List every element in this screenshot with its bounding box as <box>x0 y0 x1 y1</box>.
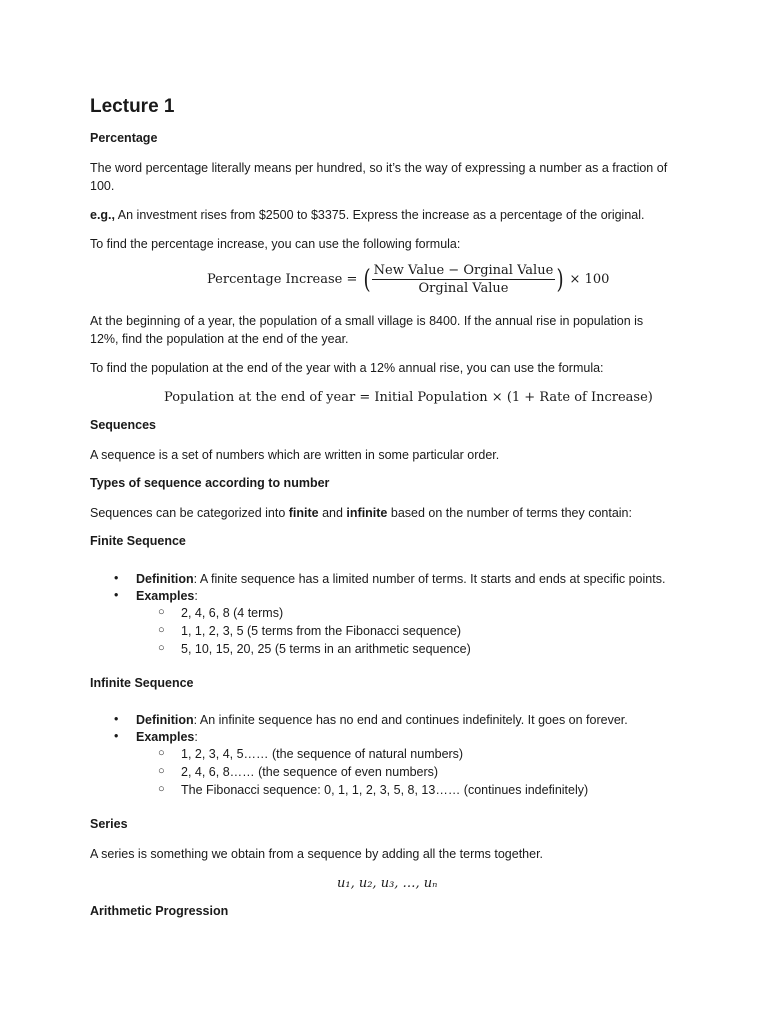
population-line1: At the beginning of a year, the population of a small village is 8400. If the annual rise in population is <box>90 314 644 328</box>
infinite-examples-label-text: Examples <box>136 730 195 744</box>
formula-right-paren: ) <box>556 264 564 295</box>
bullet-icon: • <box>114 571 119 585</box>
example-label: e.g., <box>90 208 116 222</box>
finite-example-item: 5, 10, 15, 20, 25 (5 terms in an arithmetic sequence) <box>181 642 471 656</box>
finite-examples-label <box>136 588 198 605</box>
types-finite-word: finite <box>288 506 319 520</box>
bullet-icon: • <box>114 712 119 726</box>
circle-bullet-icon: ○ <box>158 765 165 777</box>
types-text-post: based on the number of terms they contain: <box>387 506 632 520</box>
infinite-examples-label <box>136 729 198 746</box>
heading-infinite-sequence: Infinite Sequence <box>90 676 194 690</box>
formula-left-paren: ( <box>363 264 371 295</box>
types-infinite-word: infinite <box>346 506 388 520</box>
percentage-intro-line1: The word percentage literally means per hundred, so it’s the way of expressing a number as a fraction of <box>90 161 668 175</box>
formula-lhs: Percentage Increase = <box>207 272 362 287</box>
finite-example-item: 2, 4, 6, 8 (4 terms) <box>181 606 284 620</box>
finite-example-item: 1, 1, 2, 3, 5 (5 terms from the Fibonacci sequence) <box>181 624 461 638</box>
bullet-icon: • <box>114 588 119 602</box>
formula-denominator: Orginal Value <box>418 281 509 296</box>
formula-numerator: New Value − Orginal Value <box>373 263 554 278</box>
types-text-and: and <box>318 506 347 520</box>
heading-series: Series <box>90 817 128 831</box>
heading-sequences: Sequences <box>90 418 157 432</box>
infinite-definition-label: Definition <box>136 713 194 727</box>
formula-rhs: × 100 <box>565 272 610 287</box>
heading-arithmetic-progression: Arithmetic Progression <box>90 904 229 918</box>
infinite-example-item: 2, 4, 6, 8…… (the sequence of even numbers) <box>181 765 439 779</box>
population-find-text: To find the population at the end of the year with a 12% annual rise, you can use the formula: <box>90 361 604 375</box>
circle-bullet-icon: ○ <box>158 642 165 654</box>
example-paragraph <box>90 207 645 224</box>
population-line2: 12%, find the population at the end of the year. <box>90 332 349 346</box>
find-percentage-text: To find the percentage increase, you can use the following formula: <box>90 237 461 251</box>
circle-bullet-icon: ○ <box>158 783 165 795</box>
infinite-definition <box>136 712 628 729</box>
infinite-examples-colon: : <box>194 730 198 744</box>
page-title: Lecture 1 <box>90 96 175 117</box>
finite-examples-label-text: Examples <box>136 589 195 603</box>
finite-definition <box>136 571 665 588</box>
example-text: An investment rises from $2500 to $3375. Express the increase as a percentage of the original. <box>115 208 645 222</box>
percentage-intro-line2: 100. <box>90 179 115 193</box>
population-formula: Population at the end of year = Initial Population × (1 + Rate of Increase) <box>164 390 653 405</box>
series-definition: A series is something we obtain from a sequence by adding all the terms together. <box>90 847 544 861</box>
heading-types-of-sequence: Types of sequence according to number <box>90 476 330 490</box>
percentage-formula <box>207 263 609 296</box>
circle-bullet-icon: ○ <box>158 747 165 759</box>
sequence-definition: A sequence is a set of numbers which are written in some particular order. <box>90 448 500 462</box>
finite-definition-label: Definition <box>136 572 194 586</box>
infinite-definition-text: : An infinite sequence has no end and continues indefinitely. It goes on forever. <box>193 713 628 727</box>
infinite-example-item: The Fibonacci sequence: 0, 1, 1, 2, 3, 5, 8, 13…… (continues indefinitely) <box>181 783 589 797</box>
bullet-icon: • <box>114 729 119 743</box>
types-paragraph <box>90 505 632 522</box>
finite-definition-text: : A finite sequence has a limited number of terms. It starts and ends at specific points. <box>193 572 666 586</box>
heading-finite-sequence: Finite Sequence <box>90 534 186 548</box>
infinite-example-item: 1, 2, 3, 4, 5…… (the sequence of natural numbers) <box>181 747 464 761</box>
heading-percentage: Percentage <box>90 131 158 145</box>
formula-fraction <box>372 263 556 296</box>
circle-bullet-icon: ○ <box>158 624 165 636</box>
circle-bullet-icon: ○ <box>158 606 165 618</box>
series-formula: u₁, u₂, u₃, …, uₙ <box>337 876 438 891</box>
types-text-pre: Sequences can be categorized into <box>90 506 289 520</box>
finite-examples-colon: : <box>194 589 198 603</box>
